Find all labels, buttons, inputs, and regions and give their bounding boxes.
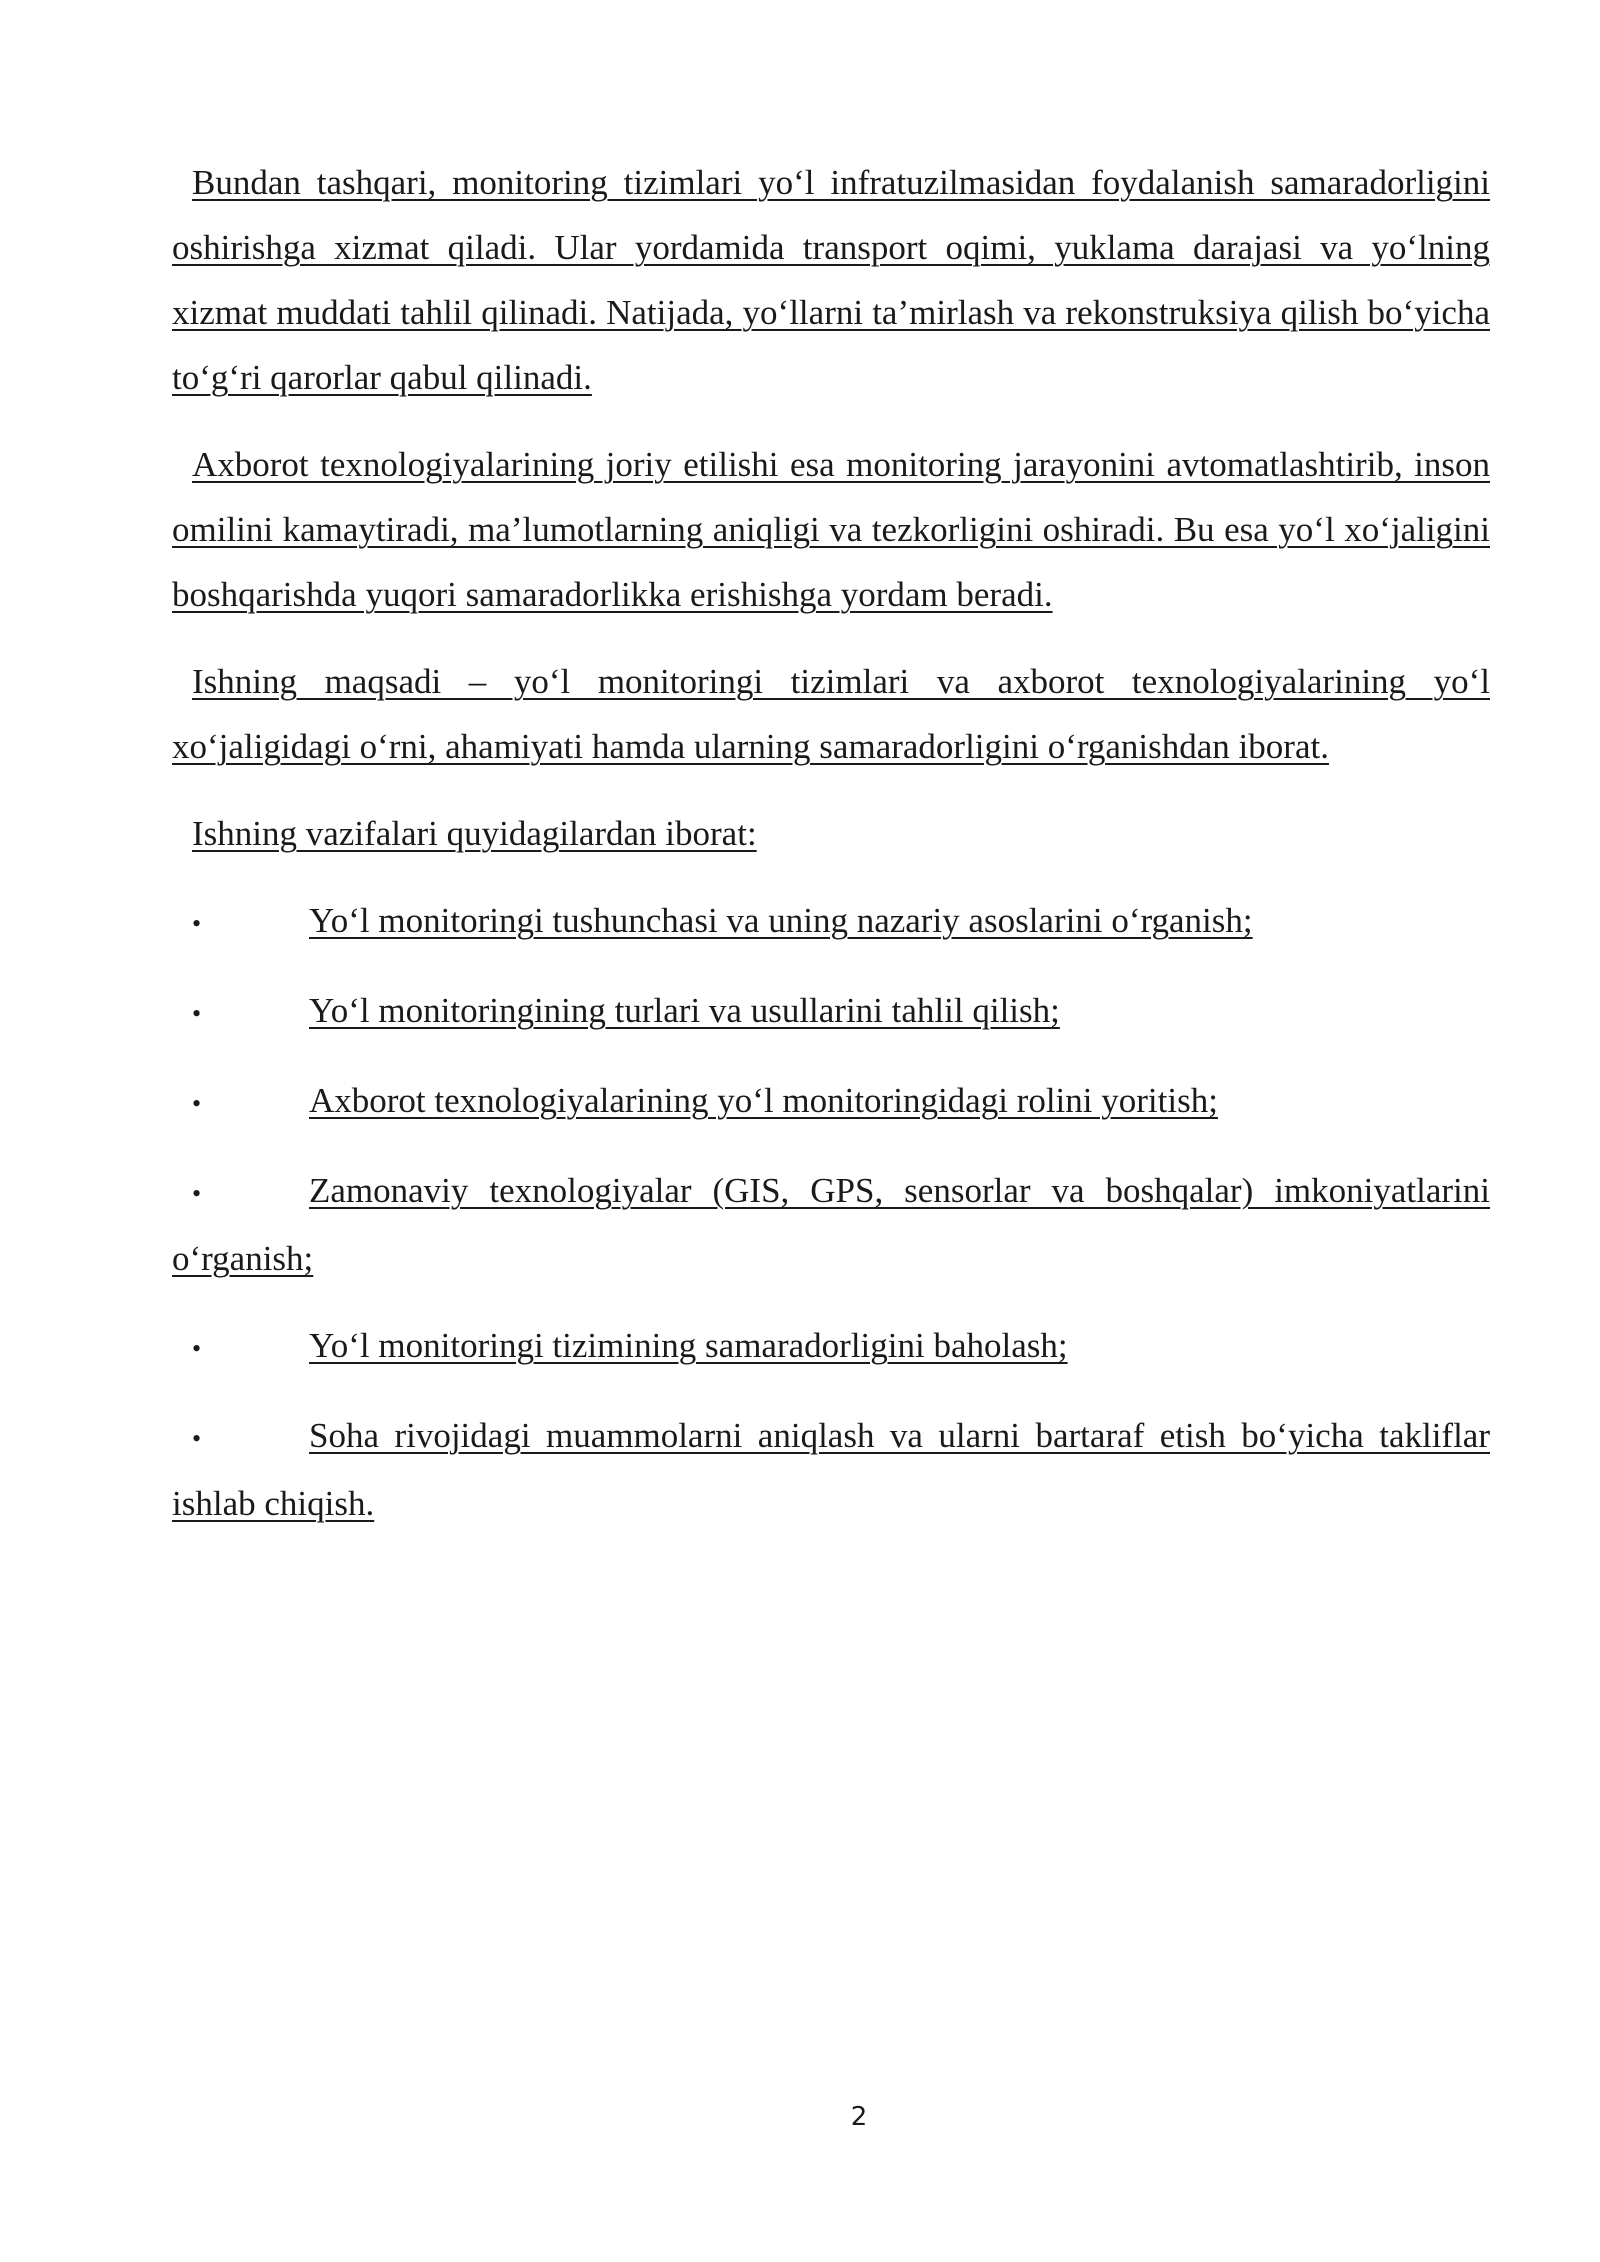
list-item-text: Zamonaviy texnologiyalar (GIS, GPS, sensorlar va boshqalar) imkoniyatlarini o‘rganish; <box>172 1171 1490 1278</box>
list-item <box>172 1313 1490 1381</box>
bullet-icon: • <box>192 1334 202 1363</box>
bullet-icon: • <box>192 1179 202 1208</box>
list-item <box>172 1068 1490 1136</box>
list-item-text: Yo‘l monitoringi tizimining samaradorligini baholash; <box>309 1326 1068 1365</box>
list-item-text: Yo‘l monitoringi tushunchasi va uning nazariy asoslarini o‘rganish; <box>309 901 1253 940</box>
bullet-icon: • <box>192 999 202 1028</box>
list-item <box>172 1403 1490 1536</box>
list-item-text: Soha rivojidagi muammolarni aniqlash va ularni bartaraf etish bo‘yicha takliflar ishlab chiqish. <box>172 1416 1490 1523</box>
list-item <box>172 978 1490 1046</box>
page-body <box>172 150 1490 1558</box>
tasks-list <box>172 888 1490 1536</box>
paragraph-work-goal: Ishning maqsadi – yo‘l monitoringi tizimlari va axborot texnologiyalarining yo‘l xo‘jaligidagi o‘rni, ahamiyati hamda ularning samaradorligini o‘rganishdan iborat. <box>172 662 1490 766</box>
page-number: 2 <box>850 2102 868 2132</box>
bullet-icon: • <box>192 1424 202 1453</box>
list-item <box>172 888 1490 956</box>
paragraph-tasks-intro: Ishning vazifalari quyidagilardan iborat: <box>192 814 757 853</box>
paragraph-it-adoption: Axborot texnologiyalarining joriy etilishi esa monitoring jarayonini avtomatlashtirib, inson omilini kamaytiradi, ma’lumotlarning aniqligi va tezkorligini oshiradi. Bu esa yo‘l xo‘jaligini boshqarishda yuqori samaradorlikka erishishga yordam beradi. <box>172 445 1490 614</box>
bullet-icon: • <box>192 1089 202 1118</box>
list-item-text: Axborot texnologiyalarining yo‘l monitoringidagi rolini yoritish; <box>309 1081 1218 1120</box>
list-item-text: Yo‘l monitoringining turlari va usullarini tahlil qilish; <box>309 991 1060 1030</box>
paragraph-monitoring-efficiency: Bundan tashqari, monitoring tizimlari yo‘l infratuzilmasidan foydalanish samaradorligini oshirishga xizmat qiladi. Ular yordamida transport oqimi, yuklama darajasi va yo‘lning xizmat muddati tahlil qilinadi. Natijada, yo‘llarni ta’mirlash va rekonstruksiya qilish bo‘yicha to‘g‘ri qarorlar qabul qilinadi. <box>172 163 1490 397</box>
bullet-icon: • <box>192 909 202 938</box>
list-item <box>172 1158 1490 1291</box>
